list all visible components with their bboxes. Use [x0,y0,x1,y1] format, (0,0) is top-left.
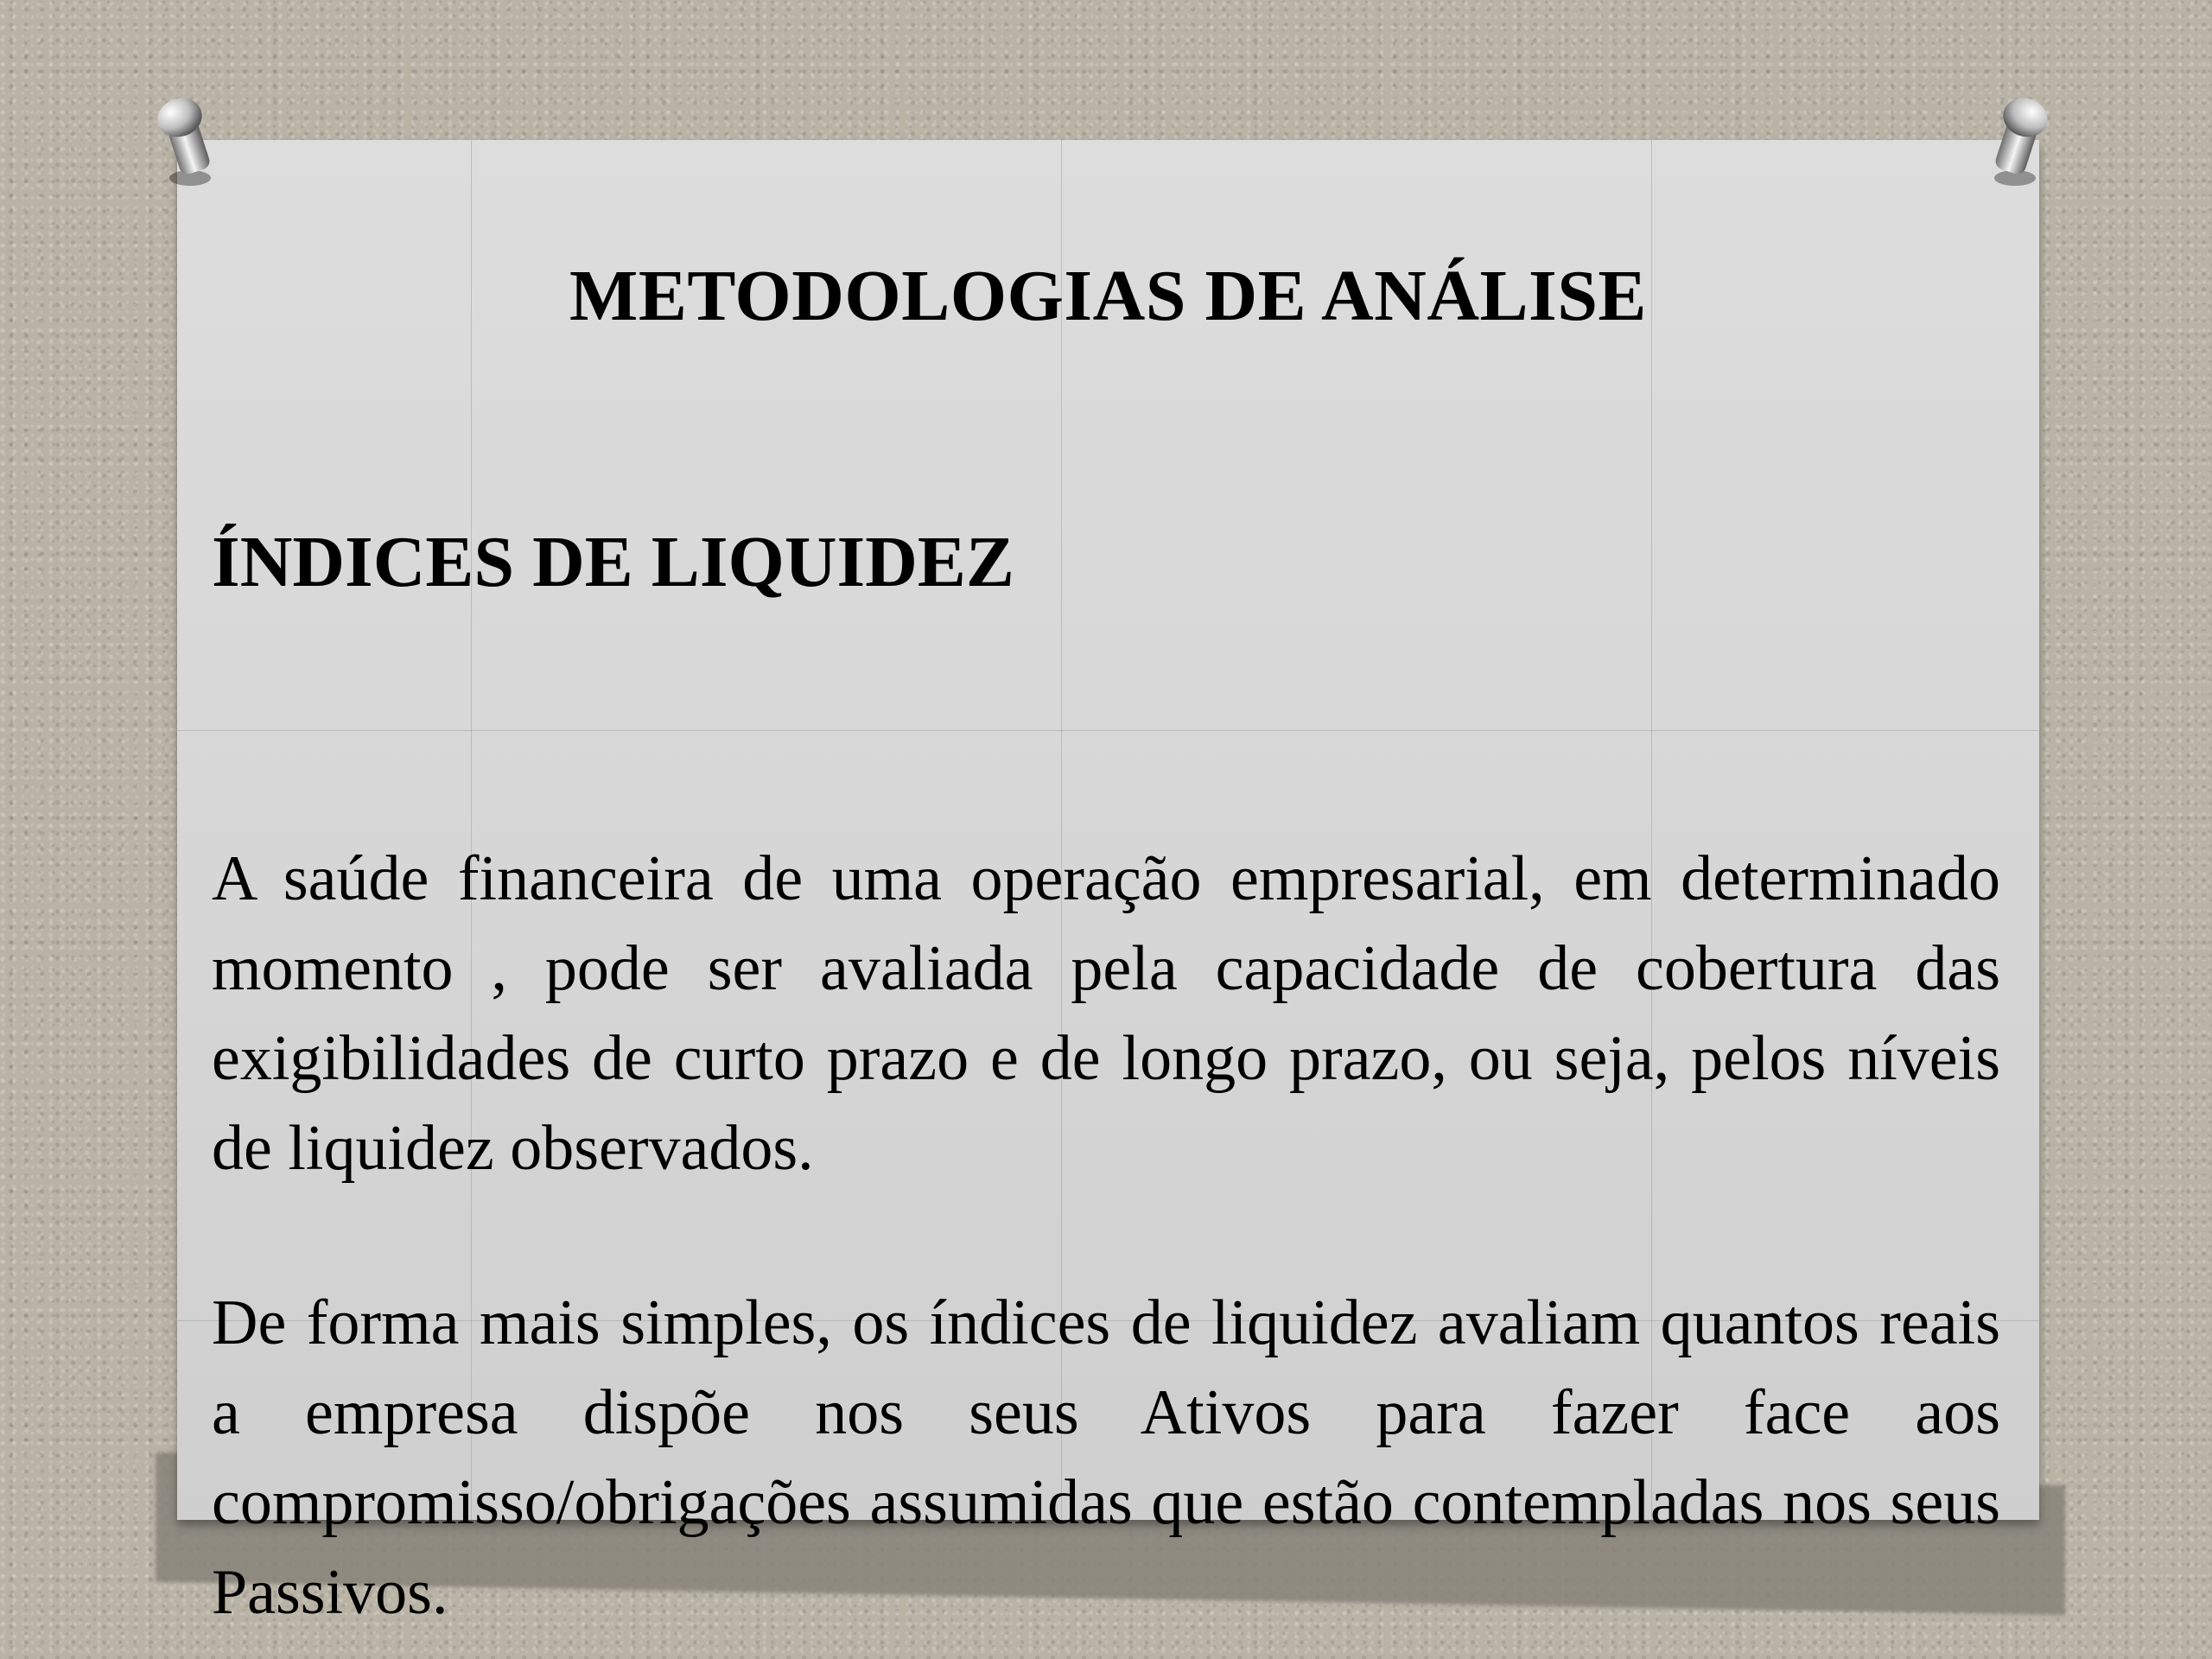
slide-title: METODOLOGIAS DE ANÁLISE [569,256,1647,336]
body-paragraph: A saúde financeira de uma operação empresarial, em determinado momento , pode ser avaliada pela capacidade de cobertura das exigibilidades de curto prazo e de longo prazo, ou seja, pelos níveis de liquidez observados. [212,843,2000,1184]
section-heading: ÍNDICES DE LIQUIDEZ [212,522,1014,602]
paper-sheet [177,140,2039,1628]
pushpin-icon [1987,93,2051,188]
grid-line [177,730,2039,731]
body-paragraph: De forma mais simples, os índices de liquidez avaliam quantos reais a empresa dispõe nos seus Ativos para fazer face aos compromisso/obrigações assumidas que estão contempladas nos seus Passivos. [212,1287,2000,1628]
pushpin-icon [154,93,218,188]
